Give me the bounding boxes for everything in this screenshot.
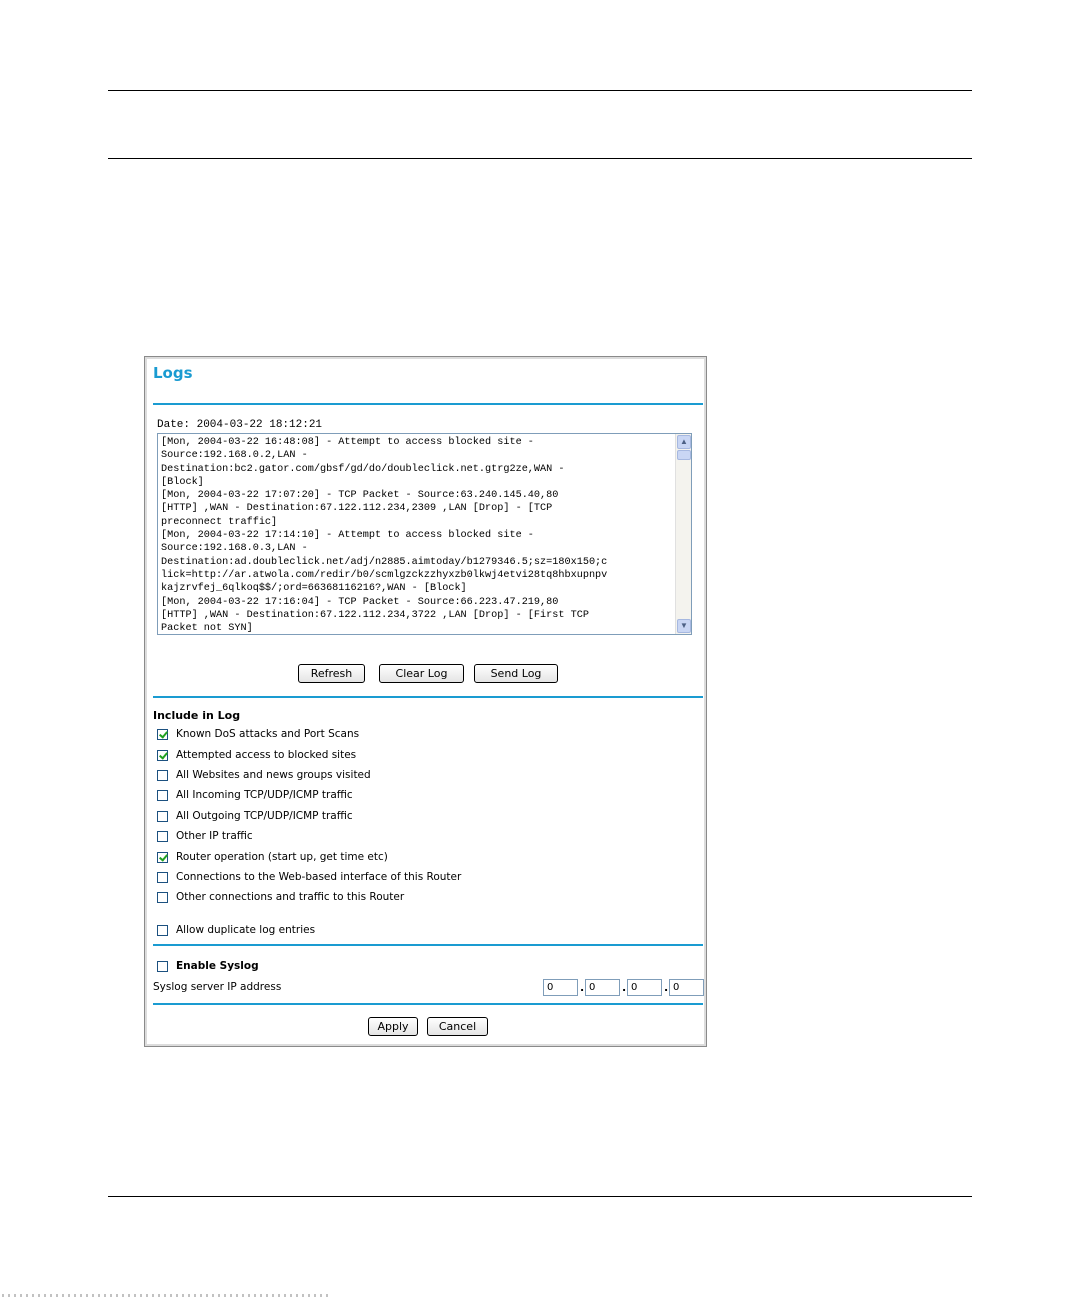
include-option[interactable] — [157, 870, 461, 884]
include-option[interactable] — [157, 727, 359, 741]
enable-syslog-option[interactable] — [157, 959, 259, 973]
enable-syslog-label: Enable Syslog — [176, 960, 259, 972]
refresh-button[interactable]: Refresh — [298, 664, 365, 683]
include-option-label: All Websites and news groups visited — [176, 769, 371, 781]
title-divider — [153, 403, 703, 405]
include-option-label: Attempted access to blocked sites — [176, 749, 357, 761]
log-textarea[interactable] — [157, 433, 692, 635]
include-option-label: Router operation (start up, get time etc) — [176, 851, 388, 863]
include-option[interactable] — [157, 890, 404, 904]
send-log-button[interactable]: Send Log — [474, 664, 558, 683]
checkbox[interactable] — [157, 770, 168, 781]
log-content: [Mon, 2004-03-22 16:48:08] - Attempt to access blocked site - Source:192.168.0.2,LAN - Destination:bc2.gator.com/gbsf/gd/do/doubleclick.net.gtrg2ze,WAN - [Block] [Mon, 2004-03-22 17:07:20] - TCP Packet - Source:63.240.145.40,80 [HTTP] ,WAN - Destination:67.122.112.234,2309 ,LAN [Drop] - [TCP preconnect traffic] [Mon, 2004-03-22 17:14:10] - Attempt to access blocked site - Source:192.168.0.3,LAN - Destination:ad.doubleclick.net/adj/n2885.aimtoday/b1279346.5;sz=180x150;c lick=http://ar.atwola.com/redir/b0/scmlgzckzzhyxzb0lkwj4etvi28tq8hbxupnpv kajzrvfej_6qlkoq$$/;ord=66368116216?,WAN - [Block] [Mon, 2004-03-22 17:16:04] - TCP Packet - Source:66.223.47.219,80 [HTTP] ,WAN - Destination:67.122.112.234,3722 ,LAN [Drop] - [First TCP Packet not SYN] — [161, 437, 608, 632]
include-option-label: Connections to the Web-based interface of this Router — [176, 871, 462, 883]
include-option[interactable] — [157, 809, 353, 823]
checkbox[interactable] — [157, 750, 168, 761]
cancel-button[interactable]: Cancel — [427, 1017, 488, 1036]
page-title: Logs — [153, 364, 193, 382]
include-option-label: All Incoming TCP/UDP/ICMP traffic — [176, 789, 353, 801]
scroll-up-icon[interactable]: ▲ — [677, 435, 691, 449]
logs-panel — [144, 356, 707, 1047]
enable-syslog-checkbox[interactable] — [157, 961, 168, 972]
checkbox[interactable] — [157, 852, 168, 863]
apply-button[interactable]: Apply — [368, 1017, 418, 1036]
include-option-label: Other connections and traffic to this Router — [176, 891, 405, 903]
syslog-divider — [153, 944, 703, 946]
allow-duplicate-checkbox[interactable] — [157, 925, 168, 936]
clear-log-button[interactable]: Clear Log — [379, 664, 464, 683]
footer-rule — [108, 1196, 972, 1197]
include-option[interactable] — [157, 768, 371, 782]
syslog-ip-octet-3[interactable] — [627, 979, 662, 996]
include-option-label: All Outgoing TCP/UDP/ICMP traffic — [176, 810, 353, 822]
checkbox[interactable] — [157, 811, 168, 822]
include-option-label: Known DoS attacks and Port Scans — [176, 728, 360, 740]
checkbox[interactable] — [157, 831, 168, 842]
syslog-ip-octet-1[interactable] — [543, 979, 578, 996]
checkbox[interactable] — [157, 892, 168, 903]
include-option-label: Other IP traffic — [176, 830, 253, 842]
syslog-ip-octet-4[interactable] — [669, 979, 704, 996]
log-date: Date: 2004-03-22 18:12:21 — [157, 419, 323, 431]
include-option[interactable] — [157, 748, 356, 762]
include-in-log-heading: Include in Log — [153, 709, 241, 722]
ip-separator: . — [622, 981, 627, 994]
checkbox[interactable] — [157, 790, 168, 801]
include-option[interactable] — [157, 829, 253, 843]
header-rule-bottom — [108, 158, 972, 159]
buttons-divider — [153, 696, 703, 698]
scroll-thumb[interactable] — [677, 450, 691, 460]
footer-divider — [153, 1003, 703, 1005]
checkbox[interactable] — [157, 729, 168, 740]
allow-duplicate-option[interactable] — [157, 923, 315, 937]
include-option[interactable] — [157, 850, 388, 864]
ip-separator: . — [664, 981, 669, 994]
syslog-server-label: Syslog server IP address — [153, 981, 282, 993]
allow-duplicate-label: Allow duplicate log entries — [176, 924, 316, 936]
scroll-down-icon[interactable]: ▼ — [677, 619, 691, 633]
include-option[interactable] — [157, 788, 353, 802]
syslog-ip-octet-2[interactable] — [585, 979, 620, 996]
header-rule-top — [108, 90, 972, 91]
ip-separator: . — [580, 981, 585, 994]
checkbox[interactable] — [157, 872, 168, 883]
log-scrollbar[interactable] — [675, 434, 691, 634]
